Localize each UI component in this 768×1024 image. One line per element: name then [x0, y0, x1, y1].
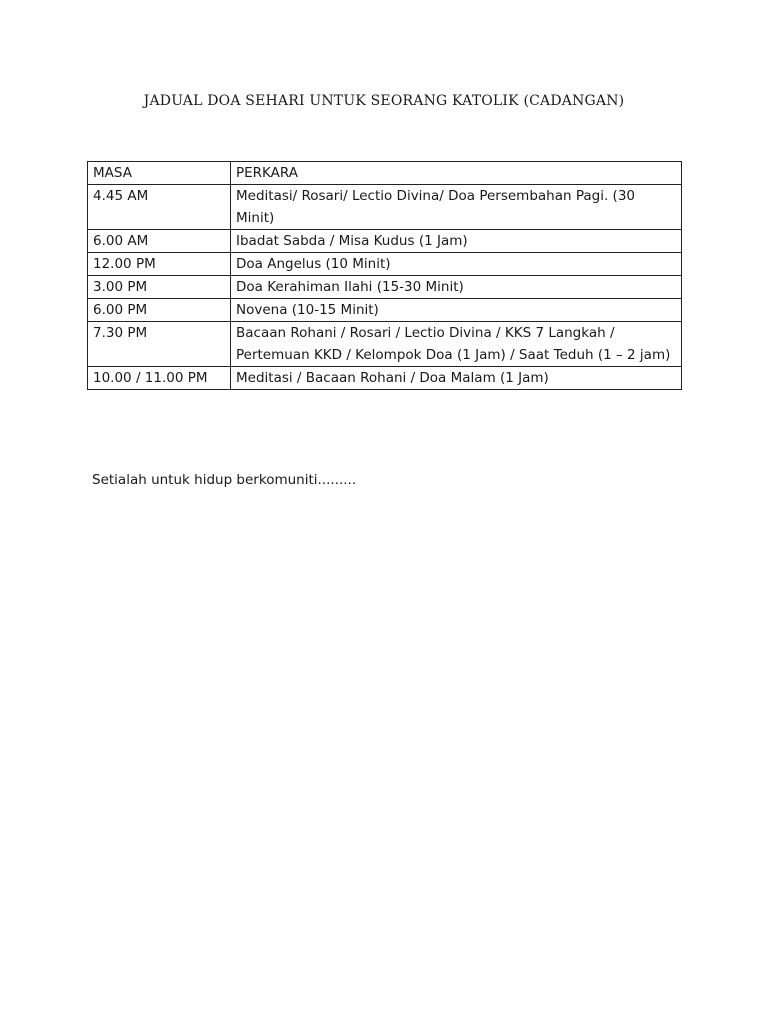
table-row [88, 185, 682, 230]
cell-perkara: Bacaan Rohani / Rosari / Lectio Divina / KKS 7 Langkah / Pertemuan KKD / Kelompok Doa (1 Jam) / Saat Teduh (1 – 2 jam) [231, 322, 682, 367]
cell-masa: 3.00 PM [88, 276, 231, 299]
table-row [88, 230, 682, 253]
cell-masa: 7.30 PM [88, 322, 231, 367]
cell-perkara: Doa Kerahiman Ilahi (15-30 Minit) [231, 276, 682, 299]
header-masa: MASA [88, 162, 231, 185]
cell-masa: 10.00 / 11.00 PM [88, 367, 231, 390]
table-header-row [88, 162, 682, 185]
footer-note: Setialah untuk hidup berkomuniti......... [92, 472, 357, 488]
header-perkara: PERKARA [231, 162, 682, 185]
cell-perkara: Meditasi/ Rosari/ Lectio Divina/ Doa Persembahan Pagi. (30 Minit) [231, 185, 682, 230]
prayer-schedule-table [87, 161, 682, 390]
cell-masa: 6.00 PM [88, 299, 231, 322]
cell-masa: 12.00 PM [88, 253, 231, 276]
table-row [88, 367, 682, 390]
cell-masa: 4.45 AM [88, 185, 231, 230]
table-row [88, 322, 682, 367]
cell-perkara: Ibadat Sabda / Misa Kudus (1 Jam) [231, 230, 682, 253]
cell-perkara: Novena (10-15 Minit) [231, 299, 682, 322]
document-title: JADUAL DOA SEHARI UNTUK SEORANG KATOLIK (CADANGAN) [143, 93, 625, 109]
cell-masa: 6.00 AM [88, 230, 231, 253]
table-row [88, 253, 682, 276]
cell-perkara: Meditasi / Bacaan Rohani / Doa Malam (1 Jam) [231, 367, 682, 390]
table-row [88, 299, 682, 322]
table-row [88, 276, 682, 299]
cell-perkara: Doa Angelus (10 Minit) [231, 253, 682, 276]
